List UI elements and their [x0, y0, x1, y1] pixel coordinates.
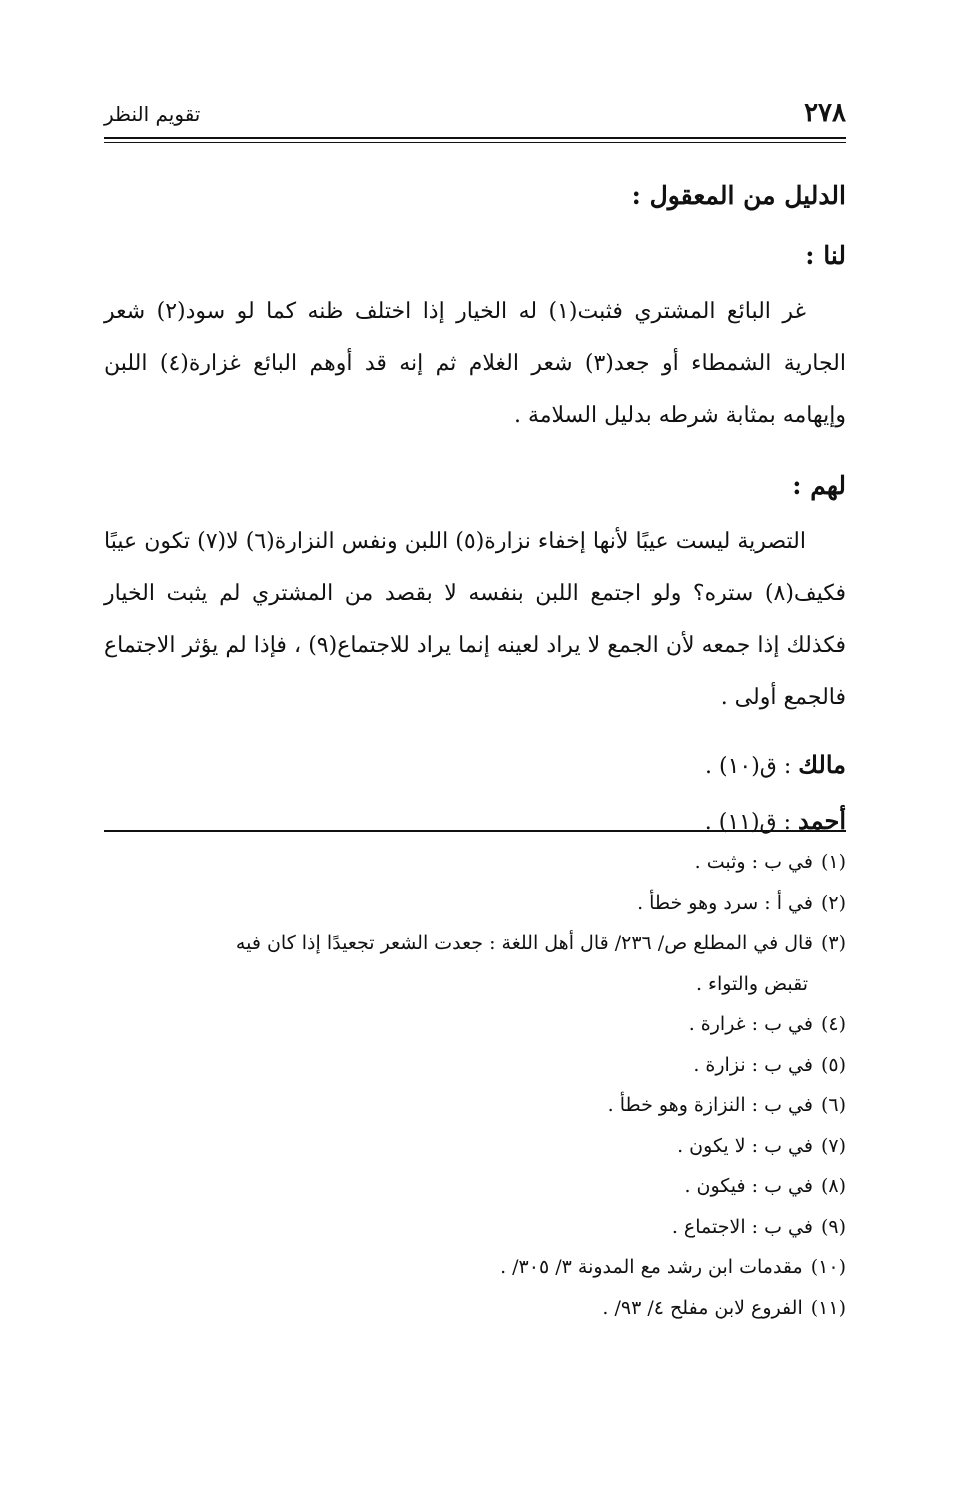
- footnote-text: في ب : لا يكون .: [677, 1134, 813, 1157]
- footnote: [104, 1126, 846, 1167]
- footnote-number: (٣): [820, 932, 846, 954]
- footnote-text: في ب : نزارة .: [693, 1053, 813, 1076]
- book-title: تقويم النظر: [104, 102, 201, 126]
- ahmad-label: أحمد: [798, 806, 846, 835]
- footnote-text: مقدمات ابن رشد مع المدونة ٣/ ٣٠٥/ .: [500, 1256, 803, 1278]
- paragraph-lahum: التصرية ليست عيبًا لأنها إخفاء نزارة(٥) اللبن ونفس النزارة(٦) لا(٧) تكون عيبًا فكيف(٨) ستره؟ ولو اجتمع اللبن بنفسه لا بقصد من المشتري لم يثبت الخيار فكذلك إذا جمعه لأن الجمع لا يراد لعينه إنما يراد للاجتماع(٩) ، فإذا لم يؤثر الاجتماع فالجمع أولى .: [104, 529, 846, 710]
- footnote-text: الفروع لابن مفلح ٤/ ٩٣/ .: [602, 1296, 803, 1319]
- footnote-number: (٥): [820, 1053, 846, 1076]
- footnote-text: قال في المطلع ص/ ٢٣٦/ قال أهل اللغة : جعدت الشعر تجعيدًا إذا كان فيه: [235, 932, 813, 954]
- footnote-text: في ب : وثبت .: [694, 851, 813, 873]
- header-rule-thick: [104, 137, 846, 139]
- footnote-text: في أ : سرد وهو خطأ .: [637, 891, 813, 914]
- footnote-number: (٨): [820, 1175, 846, 1197]
- footnote-number: (١): [820, 851, 846, 873]
- main-text: [104, 166, 846, 850]
- footnote-text: في ب : فيكون .: [684, 1175, 813, 1197]
- heading-lana: لنا :: [805, 241, 846, 270]
- footnote-number: (٩): [820, 1215, 846, 1238]
- header-rule-thin: [104, 142, 846, 143]
- ahmad-text: : ق(١١) .: [704, 810, 792, 835]
- footnote: [104, 1247, 846, 1288]
- footnote-text: في ب : النزازة وهو خطأ .: [607, 1094, 813, 1116]
- footnote: [104, 1288, 846, 1329]
- paragraph-lana: غر البائع المشتري فثبت(١) له الخيار إذا اختلف ظنه كما لو سود(٢) شعر الجارية الشمطاء أو جعد(٣) شعر الغلام ثم إنه قد أوهم البائع غزارة(٤) اللبن وإيهامه بمثابة شرطه بدليل السلامة .: [104, 299, 846, 428]
- footnote-number: (١١): [810, 1296, 846, 1319]
- footnote-number: (٦): [820, 1094, 846, 1116]
- footnote-number: (٤): [820, 1013, 846, 1035]
- page-number: ٢٧٨: [804, 98, 846, 128]
- footnote: [104, 1004, 846, 1045]
- footnote: [104, 1045, 846, 1086]
- section-heading: الدليل من المعقول :: [631, 181, 846, 210]
- footnote-rule: [104, 830, 846, 832]
- footnote: [104, 1085, 846, 1126]
- footnote: [104, 1207, 846, 1248]
- malik-text: : ق(١٠) .: [705, 754, 792, 779]
- heading-lahum: لهم :: [792, 471, 846, 500]
- footnote-number: (٢): [820, 891, 846, 914]
- footnotes: [104, 842, 846, 1328]
- footnote: [104, 883, 846, 924]
- footnote-text: في ب : الاجتماع .: [671, 1215, 813, 1238]
- page-header: [104, 96, 846, 136]
- malik-line: [104, 738, 846, 794]
- malik-label: مالك: [798, 750, 846, 779]
- footnote-number: (٧): [820, 1134, 846, 1157]
- footnote-text: في ب : غرارة .: [688, 1013, 813, 1035]
- footnote: [104, 1166, 846, 1207]
- footnote: [104, 923, 846, 964]
- footnote: [104, 842, 846, 883]
- footnote-continuation: تقبض والتواء .: [695, 972, 808, 995]
- footnote-number: (١٠): [810, 1256, 846, 1278]
